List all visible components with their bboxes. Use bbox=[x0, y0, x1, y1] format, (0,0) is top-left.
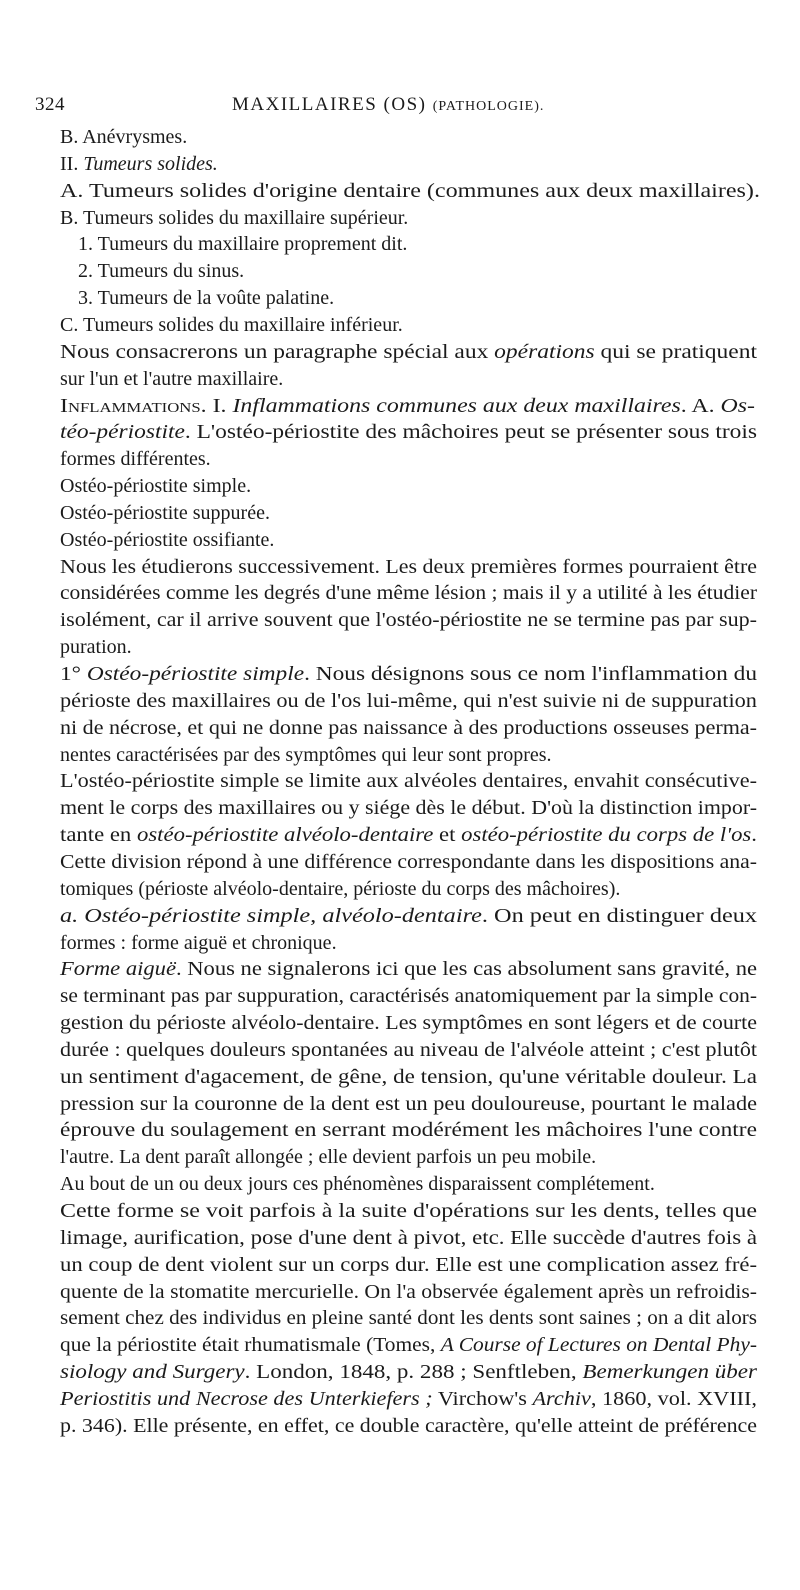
text-span: . bbox=[751, 824, 757, 846]
text-line bbox=[60, 1414, 757, 1438]
text-line bbox=[60, 1280, 757, 1304]
text-span: Nous consacrerons un paragraphe spécial aux bbox=[60, 341, 495, 363]
text-line bbox=[60, 823, 757, 847]
text-span: Virchow's bbox=[432, 1388, 533, 1410]
text-line bbox=[60, 447, 211, 471]
text-span: tomiques (périoste alvéolo-dentaire, périoste du corps des mâchoires). bbox=[60, 878, 621, 900]
text-line bbox=[60, 1065, 757, 1089]
text-span: II. bbox=[60, 153, 84, 175]
text-line bbox=[60, 394, 755, 418]
italic-span: Inflammations communes aux deux maxillaires bbox=[232, 395, 681, 417]
text-span: tante en bbox=[60, 824, 137, 846]
text-line bbox=[60, 1306, 757, 1330]
text-span: que la périostite était rhumatismale (Tomes, bbox=[60, 1334, 441, 1356]
text-line bbox=[60, 608, 757, 632]
text-line bbox=[60, 125, 187, 149]
text-span: un sentiment d'agacement, de gêne, de tension, qu'une véritable douleur. La bbox=[60, 1066, 757, 1088]
text-span: formes différentes. bbox=[60, 448, 211, 470]
italic-span: téo-périostite bbox=[60, 421, 185, 443]
text-span: qui se pratiquent bbox=[594, 341, 757, 363]
text-line bbox=[60, 340, 757, 364]
text-line bbox=[60, 206, 408, 230]
text-line bbox=[60, 984, 757, 1008]
text-line bbox=[60, 152, 218, 176]
text-line bbox=[60, 931, 337, 955]
text-span: C. Tumeurs solides du maxillaire inférieur. bbox=[60, 314, 403, 336]
text-span: Ostéo-périostite suppurée. bbox=[60, 502, 270, 524]
text-line bbox=[60, 1253, 757, 1277]
text-line bbox=[60, 662, 757, 686]
text-line bbox=[60, 689, 757, 713]
text-span: un coup de dent violent sur un corps dur. Elle est une complication assez fré- bbox=[60, 1254, 758, 1276]
text-span: , 1860, vol. XVIII, bbox=[590, 1388, 758, 1410]
text-line bbox=[60, 1387, 757, 1411]
text-span: ment le corps des maxillaires ou y siége dès le début. D'où la distinction impor- bbox=[60, 797, 758, 819]
text-line bbox=[60, 716, 757, 740]
text-line bbox=[60, 1199, 757, 1223]
italic-span: ostéo-périostite du corps de l'os bbox=[461, 824, 752, 846]
text-line bbox=[60, 1092, 757, 1116]
italic-span: Bemerkungen über bbox=[582, 1361, 757, 1383]
text-span: isolément, car il arrive souvent que l'ostéo-périostite ne se termine pas par sup- bbox=[60, 609, 758, 631]
text-span: pression sur la couronne de la dent est un peu douloureuse, pourtant le malade bbox=[60, 1093, 757, 1115]
text-span: . I. bbox=[200, 395, 233, 417]
text-line bbox=[60, 850, 757, 874]
text-span: puration. bbox=[60, 636, 132, 658]
text-span: B. Tumeurs solides du maxillaire supérieur. bbox=[60, 207, 409, 229]
text-line bbox=[78, 259, 244, 283]
text-span: Au bout de un ou deux jours ces phénomènes disparaissent complétement. bbox=[60, 1173, 655, 1195]
text-line bbox=[60, 1038, 757, 1062]
text-span: sur l'un et l'autre maxillaire. bbox=[60, 368, 284, 390]
text-line bbox=[60, 743, 552, 767]
text-span: périoste des maxillaires ou de l'os lui-même, qui n'est suivie ni de suppuration bbox=[60, 690, 757, 712]
italic-span: ostéo-périostite alvéolo-dentaire bbox=[136, 824, 434, 846]
text-span: . L'ostéo-périostite des mâchoires peut se présenter sous trois bbox=[184, 421, 758, 443]
text-span: limage, aurification, pose d'une dent à pivot, etc. Elle succède d'autres fois à bbox=[60, 1227, 758, 1249]
text-span: et bbox=[433, 824, 462, 846]
text-line bbox=[60, 501, 270, 525]
text-line bbox=[60, 367, 283, 391]
italic-span: Archiv bbox=[532, 1388, 591, 1410]
page-number: 324 bbox=[35, 94, 65, 115]
text-line bbox=[60, 1360, 757, 1384]
text-span: A. Tumeurs solides d'origine dentaire (communes aux deux maxillaires). bbox=[60, 180, 760, 202]
italic-span: Forme aiguë bbox=[60, 958, 176, 980]
text-span: . On peut en distinguer deux bbox=[481, 905, 758, 927]
text-span: p. 346). Elle présente, en effet, ce double caractère, qu'elle atteint de préférence bbox=[60, 1415, 758, 1437]
text-line bbox=[60, 1011, 757, 1035]
text-line bbox=[60, 1333, 757, 1357]
text-span: sement chez des individus en pleine santé dont les dents sont saines ; on a dit alors bbox=[60, 1307, 758, 1329]
italic-span: A Course of Lectures on Dental Phy- bbox=[440, 1334, 757, 1356]
text-span: Ostéo-périostite simple. bbox=[60, 475, 252, 497]
text-line bbox=[60, 877, 620, 901]
italic-span: a. Ostéo-périostite simple, alvéolo-dentaire bbox=[60, 905, 482, 927]
text-line bbox=[60, 474, 251, 498]
text-span: l'autre. La dent paraît allongée ; elle devient parfois un peu mobile. bbox=[60, 1146, 597, 1168]
text-span: 1. Tumeurs du maxillaire proprement dit. bbox=[78, 233, 408, 255]
text-span: 2. Tumeurs du sinus. bbox=[78, 260, 245, 282]
text-line bbox=[78, 286, 334, 310]
text-line bbox=[60, 179, 760, 203]
text-span: Cette forme se voit parfois à la suite d'opérations sur les dents, telles que bbox=[60, 1200, 758, 1222]
italic-span: Os- bbox=[720, 395, 756, 417]
text-span: gestion du périoste alvéolo-dentaire. Les symptômes en sont légers et de courte bbox=[60, 1012, 757, 1034]
text-line bbox=[60, 769, 757, 793]
text-span: formes : forme aiguë et chronique. bbox=[60, 932, 337, 954]
text-line bbox=[60, 1172, 655, 1196]
text-line bbox=[60, 904, 757, 928]
running-title-text: MAXILLAIRES (OS) bbox=[232, 94, 427, 115]
small-caps-span: Inflammations bbox=[60, 395, 201, 417]
text-span: ni de nécrose, et qui ne donne pas naissance à des productions osseuses perma- bbox=[60, 717, 758, 739]
text-span: . A. bbox=[680, 395, 721, 417]
text-line bbox=[60, 1145, 596, 1169]
text-line bbox=[60, 420, 757, 444]
text-span: . Nous désignons sous ce nom l'inflammation du bbox=[304, 663, 758, 685]
text-span: . London, 1848, p. 288 ; Senftleben, bbox=[244, 1361, 583, 1383]
text-line bbox=[78, 232, 407, 256]
text-span: nentes caractérisées par des symptômes qui leur sont propres. bbox=[60, 744, 552, 766]
running-title bbox=[232, 93, 544, 119]
italic-span: Ostéo-périostite simple bbox=[86, 663, 305, 685]
text-span: 3. Tumeurs de la voûte palatine. bbox=[78, 287, 335, 309]
running-subtitle: (PATHOLOGIE). bbox=[432, 99, 545, 114]
text-line bbox=[60, 635, 132, 659]
text-span: 1° bbox=[60, 663, 87, 685]
text-line bbox=[60, 796, 757, 820]
italic-span: Periostitis und Necrose des Unterkiefers ; bbox=[60, 1388, 433, 1410]
text-span: quente de la stomatite mercurielle. On l'a observée également après un refroidis- bbox=[60, 1281, 757, 1303]
text-span: B. Anévrysmes. bbox=[60, 126, 188, 148]
text-line bbox=[60, 313, 403, 337]
text-span: éprouve du soulagement en serrant modérément les mâchoires l'une contre bbox=[60, 1119, 757, 1141]
italic-span: Tumeurs solides. bbox=[83, 153, 218, 175]
text-span: durée : quelques douleurs spontanées au niveau de l'alvéole atteint ; c'est plutôt bbox=[60, 1039, 757, 1061]
text-line bbox=[60, 555, 757, 579]
text-span: Ostéo-périostite ossifiante. bbox=[60, 529, 275, 551]
text-line bbox=[60, 1226, 757, 1250]
text-span: L'ostéo-périostite simple se limite aux alvéoles dentaires, envahit consécutive- bbox=[60, 770, 757, 792]
text-span: se terminant pas par suppuration, caractérisés anatomiquement par la simple con- bbox=[60, 985, 758, 1007]
text-span: considérées comme les degrés d'une même lésion ; mais il y a utilité à les étudier bbox=[60, 582, 758, 604]
italic-span: siology and Surgery bbox=[60, 1361, 245, 1383]
text-line bbox=[60, 1118, 757, 1142]
text-line bbox=[60, 581, 757, 605]
text-span: Nous les étudierons successivement. Les deux premières formes pourraient être bbox=[60, 556, 757, 578]
text-span: Cette division répond à une différence correspondante dans les dispositions ana- bbox=[60, 851, 757, 873]
text-span: . Nous ne signalerons ici que les cas absolument sans gravité, ne bbox=[175, 958, 758, 980]
text-line bbox=[60, 528, 274, 552]
text-line bbox=[60, 957, 757, 981]
italic-span: opérations bbox=[494, 341, 595, 363]
